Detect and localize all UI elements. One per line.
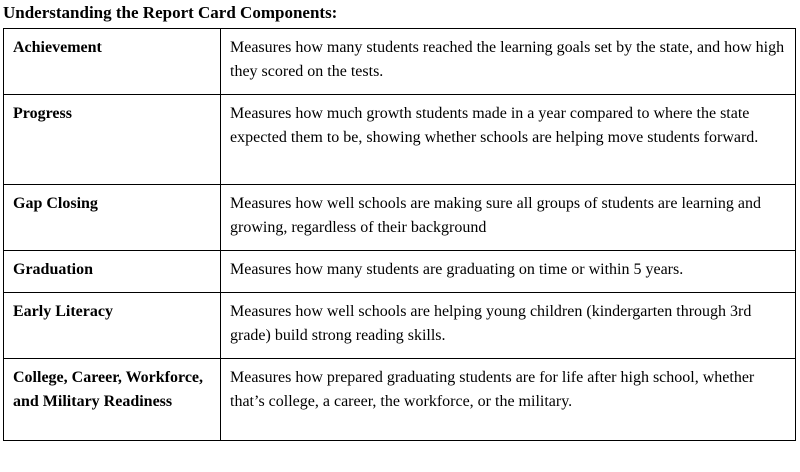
table-row-graduation bbox=[4, 251, 796, 293]
table-row-early-literacy bbox=[4, 293, 796, 359]
table-row-achievement bbox=[4, 29, 796, 95]
table-row-progress bbox=[4, 95, 796, 185]
table-row-gap-closing bbox=[4, 185, 796, 251]
report-card-components-table bbox=[3, 28, 796, 441]
component-description: Measures how well schools are helping young children (kindergarten through 3rd grade) build strong reading skills. bbox=[221, 293, 796, 359]
component-term: Graduation bbox=[4, 251, 221, 293]
component-description: Measures how well schools are making sure all groups of students are learning and growing, regardless of their background bbox=[221, 185, 796, 251]
component-term: College, Career, Workforce, and Military Readiness bbox=[4, 359, 221, 441]
component-term: Achievement bbox=[4, 29, 221, 95]
document-title: Understanding the Report Card Components: bbox=[3, 3, 338, 22]
component-term: Gap Closing bbox=[4, 185, 221, 251]
component-description: Measures how many students are graduating on time or within 5 years. bbox=[221, 251, 796, 293]
component-description: Measures how prepared graduating students are for life after high school, whether that’s college, a career, the workforce, or the military. bbox=[221, 359, 796, 441]
table-row-college-career-readiness bbox=[4, 359, 796, 441]
component-description: Measures how many students reached the learning goals set by the state, and how high they scored on the tests. bbox=[221, 29, 796, 95]
component-term: Progress bbox=[4, 95, 221, 185]
component-term: Early Literacy bbox=[4, 293, 221, 359]
component-description: Measures how much growth students made in a year compared to where the state expected them to be, showing whether schools are helping move students forward. bbox=[221, 95, 796, 185]
